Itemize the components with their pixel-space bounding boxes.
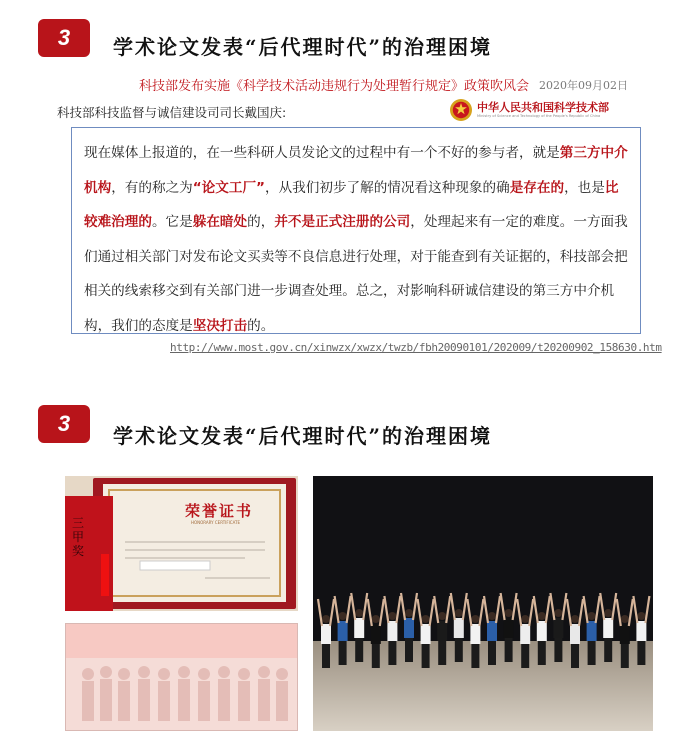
source-url[interactable]: http://www.most.gov.cn/xinwzx/xwzx/twzb/fbh20090101/202009/t20200902_158630.htm: [170, 341, 662, 354]
quote-highlight: 坚决打击: [192, 317, 248, 334]
quote-highlight: 比较难治理的: [84, 179, 619, 230]
quote-segment: 的，: [247, 214, 275, 230]
section-number-badge: 3: [38, 19, 90, 57]
red-cover-text: 三甲奖: [72, 516, 85, 558]
ministry-name: 中华人民共和国科学技术部: [477, 101, 609, 114]
ministry-logo: [449, 97, 619, 123]
section-heading-2: 学术论文发表“后代理时代”的治理困境: [113, 424, 493, 448]
quote-box: [71, 127, 641, 334]
certificate-subtitle: HONORARY CERTIFICATE: [191, 520, 240, 525]
ministry-english-name: Ministry of Science and Technology of the People's Republic of China: [477, 114, 601, 118]
speaker-label: 科技部科技监督与诚信建设司司长戴国庆:: [57, 105, 287, 120]
quote-segment: ，从我们初步了解的情况看这种现象的确: [265, 179, 510, 196]
group-photo-faded: [65, 623, 298, 731]
quote-text: [84, 145, 628, 334]
section-number-badge-2: 3: [38, 405, 90, 443]
quote-highlight: “论文工厂”: [192, 179, 265, 196]
quote-highlight: 躲在暗处: [192, 214, 248, 230]
quote-highlight: 是存在的: [509, 179, 565, 196]
section-heading: 学术论文发表“后代理时代”的治理困境: [113, 35, 493, 59]
quote-highlight: 并不是正式注册的公司: [274, 214, 411, 230]
quote-highlight: 第三方中介机构: [84, 145, 628, 196]
quote-segment: ，也是: [564, 179, 605, 196]
certificate-title: 荣誉证书: [185, 502, 254, 520]
national-emblem-icon: [449, 98, 473, 122]
quote-segment: ，处理起来有一定的难度。一方面我们通过相关部门对发布论文买卖等不良信息进行处理，对于能查到有关证据的，科技部会把相关的线索移交到有关部门进一步调查处理。总之，对影响科研诚信建设的第三方中介机构，我们的态度是: [84, 214, 628, 334]
quote-segment: 。它是: [151, 214, 193, 230]
beach-group-photo: [313, 476, 653, 731]
briefing-subtitle: 科技部发布实施《科学技术活动违规行为处理暂行规定》政策吹风会: [139, 79, 530, 94]
certificate-photo: [65, 476, 298, 611]
quote-segment: 的。: [247, 317, 275, 334]
quote-segment: ，有的称之为: [111, 179, 193, 196]
quote-segment: 现在媒体上报道的，在一些科研人员发论文的过程中有一个不好的参与者，就是: [84, 145, 560, 161]
briefing-date: 2020年09月02日: [539, 79, 628, 92]
